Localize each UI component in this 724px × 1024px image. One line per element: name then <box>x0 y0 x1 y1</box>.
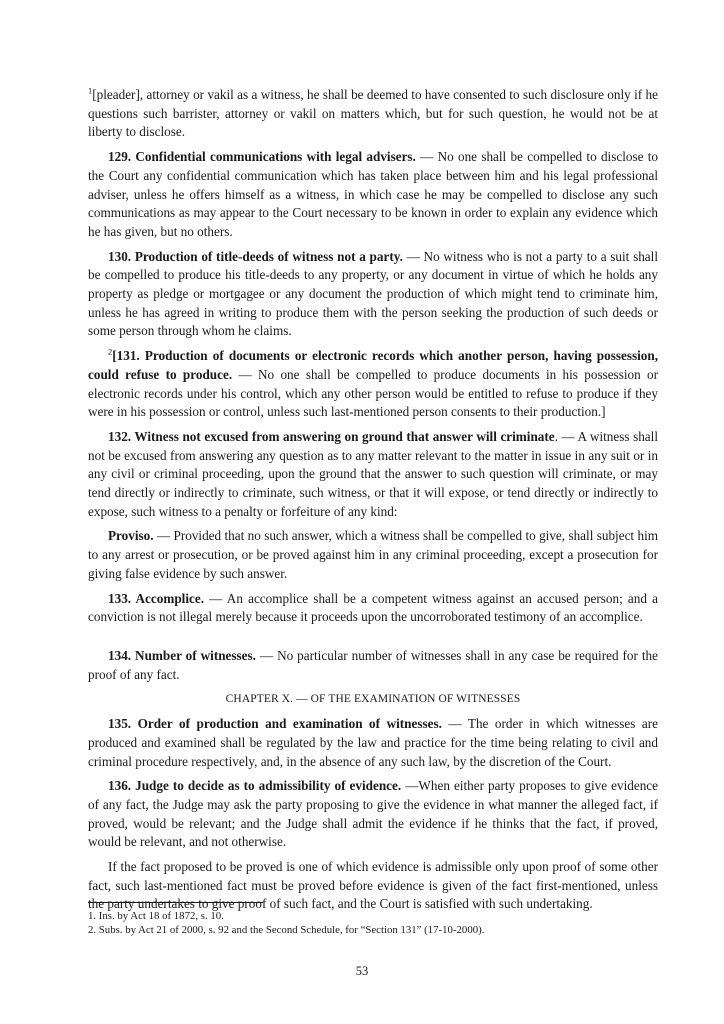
paragraph-gap <box>88 633 658 647</box>
section-134 <box>88 647 658 684</box>
section-text: — No one shall be compelled to disclose to the Court any confidential communication which has taken place between him and his legal professional adviser, unless he offers himself as a witness, in which case he may be compelled to disclose any such communications as may appear to the Court necessary to be known in order to explain any evidence which he has given, but no others. <box>88 149 658 239</box>
footnote-marker: 2 <box>108 346 113 357</box>
footnote-divider <box>88 902 263 903</box>
footnote-marker: 1 <box>88 85 93 96</box>
proviso-text: — Provided that no such answer, which a witness shall be compelled to give, shall subject him to any arrest or prosecution, or be proved against him in any criminal proceeding, except a prosecution for giving false evidence by such answer. <box>88 528 658 581</box>
section-text: — No particular number of witnesses shall in any case be required for the proof of any fact. <box>88 647 658 682</box>
paragraph-text: [pleader], attorney or vakil as a witness, he shall be deemed to have consented to such disclosure only if he questions such barrister, attorney or vakil on matters which, but for such question, he would not be at liberty to disclose. <box>88 87 658 140</box>
footnotes <box>88 909 658 937</box>
section-heading: 130. Production of title-deeds of witness not a party. <box>108 248 403 264</box>
proviso-heading: Proviso. <box>108 528 154 544</box>
section-heading: 136. Judge to decide as to admissibility of evidence. <box>108 778 402 794</box>
section-133 <box>88 590 658 627</box>
section-129 <box>88 148 658 242</box>
page-body <box>88 86 658 920</box>
footnote: 2. Subs. by Act 21 of 2000, s. 92 and the Second Schedule, for “Section 131” (17-10-2000). <box>88 924 485 937</box>
section-text: — No one shall be compelled to produce documents in his possession or electronic records under his control, which any other person would be entitled to refuse to produce if they were in his possession or control, unless such last-mentioned person consents to their production.] <box>88 366 658 420</box>
section-136 <box>88 777 658 852</box>
section-text: — An accomplice shall be a competent witness against an accused person; and a conviction is not illegal merely because it proceeds upon the uncorroborated testimony of an accomplice. <box>88 590 658 625</box>
section-heading: 133. Accomplice. <box>108 590 204 606</box>
section-132 <box>88 428 658 522</box>
section-130 <box>88 248 658 342</box>
section-text: —When either party proposes to give evidence of any fact, the Judge may ask the party proposing to give the evidence in what manner the alleged fact, if proved, would be relevant; and the Judge shall admit the evidence if he thinks that the fact, if proved, would be relevant, and not otherwise. <box>88 778 658 850</box>
section-text: — The order in which witnesses are produced and examined shall be regulated by the law and practice for the time being relating to civil and criminal procedure respectively, and, in the absence of any such law, by the discretion of the Court. <box>88 716 658 769</box>
section-heading: 129. Confidential communications with legal advisers. <box>108 149 416 165</box>
footnote: 1. Ins. by Act 18 of 1872, s. 10. <box>88 910 224 922</box>
section-136-paragraph-2: If the fact proposed to be proved is one of which evidence is admissible only upon proof of some other fact, such last-mentioned fact must be proved before evidence is given of the fact first-mentioned, unless the party undertakes to give proof of such fact, and the Court is satisfied with such undertaking. <box>88 859 658 912</box>
proviso <box>88 527 658 583</box>
chapter-heading: CHAPTER X. — OF THE EXAMINATION OF WITNESSES <box>225 693 521 706</box>
section-text: . — A witness shall not be excused from answering any question as to any matter relevant to the matter in issue in any suit or in any civil or criminal proceeding, upon the ground that the answer to such question will criminate, or may tend directly or indirectly to criminate, such witness, or that it will expose, or tend directly or indirectly to expose, such witness to a penalty or forfeiture of any kind: <box>88 428 658 519</box>
section-131 <box>88 347 658 422</box>
continued-paragraph <box>88 86 658 142</box>
section-heading: 134. Number of witnesses. <box>108 647 256 663</box>
section-heading: [131. Production of documents or electronic records which another person, having possession, could refuse to produce. <box>88 348 658 382</box>
section-heading: 135. Order of production and examination of witnesses. <box>108 716 442 732</box>
section-text: — No witness who is not a party to a suit shall be compelled to produce his title-deeds to any property, or any document in virtue of which he holds any property as pledge or mortgagee or any document the production of which might tend to criminate him, unless he has agreed in writing to produce them with the person seeking the production of such deeds or some person through whom he claims. <box>88 248 658 339</box>
section-135 <box>88 715 658 771</box>
page-number: 53 <box>355 964 369 978</box>
section-heading: 132. Witness not excused from answering on ground that answer will criminate <box>108 428 555 444</box>
